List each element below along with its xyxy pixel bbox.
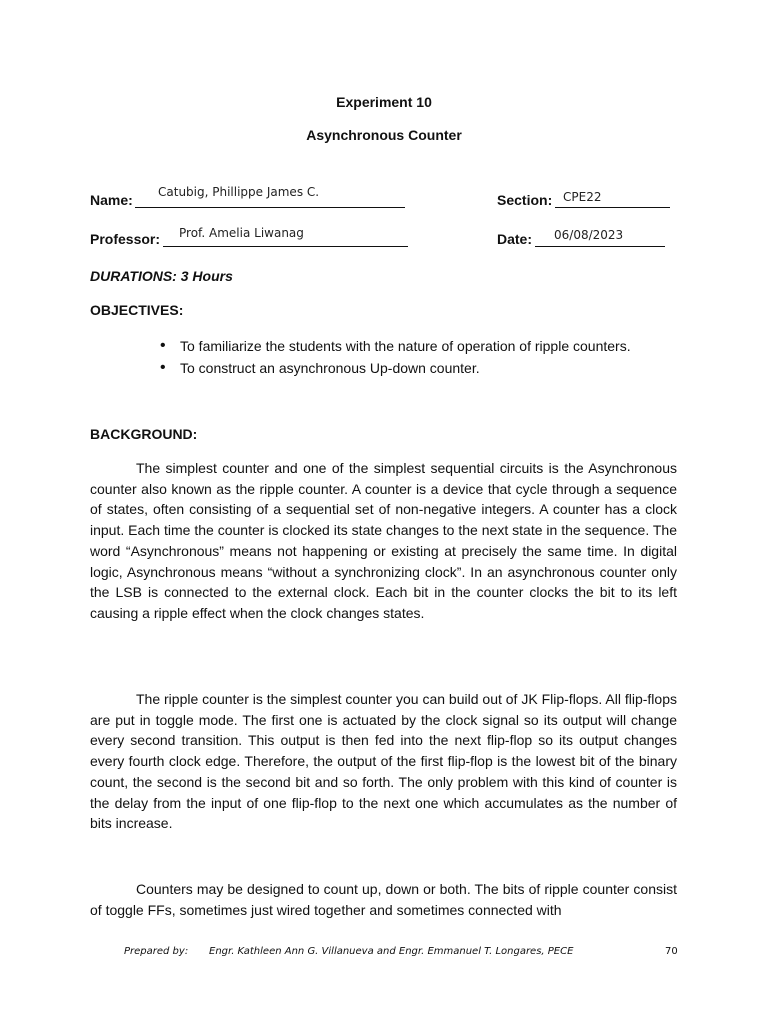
duration: DURATIONS: 3 Hours bbox=[90, 268, 233, 284]
section-value: CPE22 bbox=[563, 190, 602, 204]
name-value: Catubig, Phillippe James C. bbox=[158, 185, 320, 199]
objectives-heading: OBJECTIVES: bbox=[90, 302, 184, 318]
background-paragraph-1: The simplest counter and one of the simplest sequential circuits is the Asynchronous counter also known as the ripple counter. A counter is a device that cycle through a sequence of states, often consisting of a sequential set of non-negative integers. A counter has a clock input. Each time the counter is clocked its state changes to the next state in the sequence. The word “Asynchronous” means not happening or existing at precisely the same time. In digital logic, Asynchronous means “without a synchronizing clock”. In an asynchronous counter only the LSB is connected to the external clock. Each bit in the counter clocks the bit to its left causing a ripple effect when the clock changes states. bbox=[90, 460, 677, 621]
name-label: Name: bbox=[90, 192, 133, 208]
section-line bbox=[555, 207, 670, 208]
footer-prepared-label: Prepared by: bbox=[124, 946, 189, 957]
section-label: Section: bbox=[497, 192, 553, 208]
background-paragraph-2: The ripple counter is the simplest counter you can build out of JK Flip-flops. All flip-flops are put in toggle mode. The first one is actuated by the clock signal so its output will change every second transition. This output is then fed into the next flip-flop so its output changes every fourth clock edge. Therefore, the output of the first flip-flop is the lowest bit of the binary count, the second is the second bit and so forth. The only problem with this kind of counter is the delay from the input of one flip-flop to the next one which accumulates as the number of bits increase. bbox=[90, 691, 677, 832]
objective-item: • To familiarize the students with the nature of operation of ripple counters. bbox=[160, 335, 700, 357]
date-line bbox=[535, 246, 665, 247]
date-label: Date: bbox=[497, 231, 533, 247]
page-number: 70 bbox=[665, 946, 678, 957]
experiment-title: Experiment 10 bbox=[336, 94, 432, 110]
date-value: 06/08/2023 bbox=[554, 228, 624, 242]
objectives-list bbox=[160, 335, 700, 379]
professor-line bbox=[163, 246, 408, 247]
footer-authors: Engr. Kathleen Ann G. Villanueva and Engr. Emmanuel T. Longares, PECE bbox=[209, 946, 574, 957]
document-subject: Asynchronous Counter bbox=[306, 127, 462, 143]
background-heading: BACKGROUND: bbox=[90, 426, 198, 442]
background-paragraph-3: Counters may be designed to count up, down or both. The bits of ripple counter consist of toggle FFs, sometimes just wired together and sometimes connected with bbox=[90, 881, 677, 918]
professor-label: Professor: bbox=[90, 231, 161, 247]
name-line bbox=[135, 207, 405, 208]
professor-value: Prof. Amelia Liwanag bbox=[179, 226, 304, 240]
objective-item: • To construct an asynchronous Up-down counter. bbox=[160, 357, 700, 379]
